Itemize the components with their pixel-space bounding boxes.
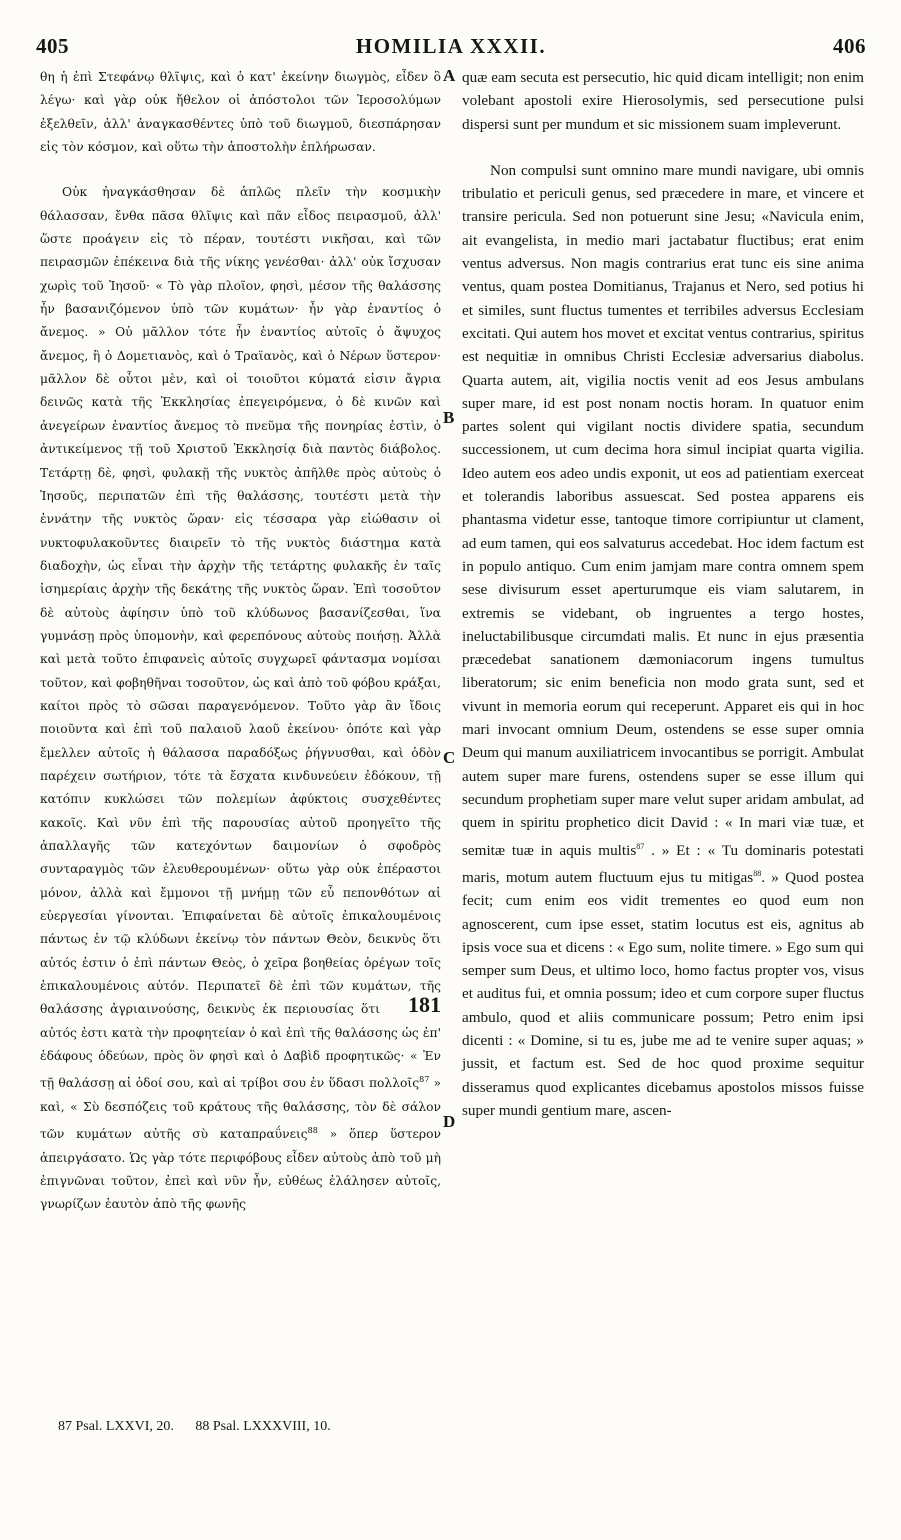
- greek-footnote-ref-88: 88: [307, 1126, 318, 1136]
- greek-text-part-3: » καὶ, « Σὺ δεσπόζεις τοῦ κράτους τῆς θαλάσσης, τὸν δὲ σάλον τῶν κυμάτων αὐτῆς σὺ καταπραΰνεις: [40, 1076, 441, 1142]
- latin-paragraph-1: quæ eam secuta est persecutio, hic quid dicam intelligit; non enim volebant apostoli exire Hierosolymis, sed persecutione pulsi dispersi sunt per mundum et sic missionem suam impleverunt.: [462, 69, 864, 133]
- margin-marker-a: A: [443, 66, 456, 85]
- latin-column: [462, 66, 864, 1122]
- greek-text-part-4: » ὅπερ ὕστερον ἀπειργάσατο. Ὡς γὰρ τότε περιφόβους εἶδεν αὐτοὺς ἀπὸ τοῦ μὴ ἐπιγνῶναι τοῦτον, ἐπεὶ καὶ νῦν ἦν, εὐθέως ἐλάλησεν αὐτοῖς, γνωρίζων ἑαυτὸν ἀπὸ τῆς φωνῆς: [40, 1127, 441, 1212]
- latin-text-end: um mare, ascen-: [571, 1101, 672, 1119]
- page-header: [36, 34, 866, 64]
- greek-paragraph-2: [40, 181, 441, 1216]
- latin-text-part-2: . » Et : « Tu dominaris potestati maris, motum autem fluctuum ejus tu mitigas: [462, 841, 864, 886]
- footnote-87: 87 Psal. LXXVI, 20.: [58, 1419, 174, 1434]
- page-number-left: 405: [36, 34, 69, 58]
- margin-marker-d: D: [443, 1112, 456, 1131]
- margin-marker-b: B: [443, 408, 455, 427]
- greek-text-part-1: Οὐκ ἠναγκάσθησαν δὲ ἁπλῶς πλεῖν τὴν κοσμικὴν θάλασσαν, ἔνθα πᾶσα θλῖψις καὶ πᾶν εἶδος πειρασμοῦ, ἀλλ' ὥστε προάγειν εἰς τὸ πέραν, τουτέστι νικῆσαι, καὶ τῶν πειρασμῶν ἐπέκεινα διὰ τῆς νίκης γενέσθαι· ἀλλ' οὐκ ἴσχυσαν χωρὶς τοῦ Ἰησοῦ· « Τὸ γὰρ πλοῖον, φησὶ, μέσον τῆς θαλάσσης ἦν βασανιζόμενον ὑπὸ τῶν κυμάτων· ἦν γὰρ ἐναντίος ὁ ἄνεμος. » Οὐ μᾶλλον τότε ἦν ἐναντίος αὐτοῖς ὁ ἄψυχος ἄνεμος, ἢ ὁ Δομετιανὸς, καὶ ὁ Τραϊανὸς, καὶ ὁ Νέρων ὕστερον· μᾶλλον δὲ οὗτοι μὲν, καὶ οἱ τοιοῦτοι κύματά εἰσιν ἄγρια δεινῶς κατὰ τῆς Ἐκκλησίας ἐπεγειρόμενα, ὁ δὲ κινῶν καὶ ἀνεγείρων ἐναντίος ἄνεμος τὸ πνεῦμα τῆς πονηρίας ἐστὶν, ὁ ἀντικείμενος τῇ τοῦ Χριστοῦ Ἐκκλησίᾳ διὰ παντὸς διάβολος. Τετάρτῃ δὲ, φησὶ, φυλακῇ τῆς νυκτὸς ἀπῆλθε πρὸς αὐτοὺς ὁ Ἰησοῦς, περιπατῶν ἐπὶ τῆς θαλάσσης, τουτέστι μετὰ τὴν ἐννάτην τῆς νυκτὸς ὥραν· εἰς τέσσαρα γὰρ εἰώθασιν οἱ νυκτοφυλακοῦντες διαιρεῖν τὸ τῆς νυκτὸς διάστημα κατὰ διαδοχὴν, ὡς εἶναι τὴν ἀρχὴν τῆς τετάρτης φυλακῆς ἐν ταῖς ἰσημερίαις ἀρχὴν τῆς δεκάτης τῆς νυκτὸς ὥραν. Ἐπὶ τοσοῦτον δὲ αὐτοὺς ἀφίησιν ὑπὸ τοῦ κλύδωνος βασανίζεσθαι, ἵνα γυμνάσῃ πρὸς ὑπομονὴν, καὶ φερεπόνους αὐτοὺς ποιήσῃ. Ἀλλὰ καὶ μετὰ τοῦτο ἐπιφανεὶς αὐτοῖς συγχωρεῖ φάντασμα νομίσαι τοῦτον, καὶ φοβηθῆναι τοσοῦτον, ὡς καὶ ἀπὸ τοῦ φόβου κράξαι, καίτοι πρὸς τὸ σῶσαι παραγενόμενον. Τοῦτο γὰρ ἂν ἴδοις ποιοῦντα καὶ ἐπὶ τοῦ παλαιοῦ λαοῦ ἐκείνου· ὁπότε καὶ γὰρ ἔμελλεν αὐτοῖς ἡ θάλασσα παραδόξως ῥήγνυσθαι, καὶ ὁδὸν παρέχειν σωτήριον, τότε τὰ ἔσχατα κινδυνεύειν ἐδόκουν, τῇ κατόπιν κυκλώσει τῶν πολεμίων ἀφύκτοις συσχεθέντες κακοῖς. Καὶ νῦν ἐπὶ τῆς παρουσίας αὐτοῦ προηγεῖτο τῆς ἀπαλλαγῆς τῶν κατεχόντων δαιμονίων ὁ σφοδρὸς συνταραγμὸς τῶν ἐλευθερουμένων· οὕτω γὰρ οὐκ ἐπέραστοι μόνον, ἀλλὰ καὶ ἔμμονοι τῇ μνήμῃ τῶν εὖ πεπονθότων αἱ εὐεργεσίαι γίνονται. Ἐπιφαίνεται δὲ αὐτοῖς ἐπικαλουμένοις πάντως ἐν τῷ κλύδωνι ἐκείνῳ τὸν πάντων Θεὸν, δεικνὺς ὅτι αὐτός ἐστιν ὁ ἐπὶ πάντων Θεὸς, ὁ χεῖρα βοηθείας ὀρέγων τοῖς ἐπικαλουμένοις αὐτόν. Περιπατεῖ δὲ ἐπὶ τῶν κυμάτων, τῆς θαλάσσης: [40, 185, 441, 1017]
- greek-column: [40, 66, 441, 1217]
- footnote-88: 88 Psal. LXXXVIII, 10.: [195, 1419, 331, 1434]
- margin-marker-c: C: [443, 748, 456, 767]
- greek-footnote-ref-87: 87: [419, 1075, 430, 1085]
- latin-footnote-ref-87: 87: [636, 841, 645, 851]
- page-number-right: 406: [833, 34, 866, 58]
- latin-footnote-ref-88: 88: [753, 868, 762, 878]
- latin-text-part-1: Non compulsi sunt omnino mare mundi navigare, ubi omnis tribulatio et periculi genus, sed præcedere in mare, et vincere et transire pericula. Sed non potuerunt sine Jesu; «Navicula enim, ait evangelista, in medio mari jactabatur fluctibus; erat enim ventus adversus. Non magis contrarius erat tunc eis sine anima ventus, quam postea Domitianus, Trajanus et Nero, sed potius hi et similes, sunt fluctus tumentes et terribiles adversus Ecclesiam excitati. Qui autem hos movet et excitat ventus contrarius, spiritus est nequitiæ in omnibus Christi Ecclesiæ adversarius diabolus. Quarta autem, ait, vigilia noctis venit ad eos Jesus ambulans super mare, id est post nonam noctis horam. In quatuor enim partes solent qui vigilant noctis dividere spatia, secundum successionem, ut cum decima hora simul incipiat quarta vigilia. Ideo autem eos adeo undis exponit, ut eos ad patientiam exerceat et tolerandis laboribus assuescat. Sed postea apparens eis phantasma videtur esse, tantoque timore corripiuntur ut clament, ad eum tamen, qui eos salvaturus accedebat. Hoc idem factum est in populo antiquo. Cum enim jamjam mare contra omnem spem sese divisurum esset aperturumque eis viam salutarem, in extremis se videbant, ob ingruentes a tergo hostes, ineluctabilibusque circumdati malis. Et nunc in ejus præsentia præcedebat sanationem dæmoniacorum ingens tumultus liberatorum; sic enim beneficia non modo grata sunt, sed et vivunt in memoria eorum qui receperunt. Apparet eis qui in hoc mari invocant omnium Deum, ostendens se esse super omnia Deum qui manum auxiliatricem invocantibus se porrigit. Ambulat autem super mare furens, ostendens super se esse illum qui secundum prophetiam super mare velut super aridam ambulat, ad quem in spiritu prophetico dicit David : « In mari viæ tuæ, et semitæ tuæ in aquis multis: [462, 161, 864, 859]
- running-title: HOMILIA XXXII.: [355, 34, 547, 58]
- latin-paragraph-2: [462, 159, 864, 1122]
- greek-paragraph-1: θη ἡ ἐπὶ Στεφάνῳ θλῖψις, καὶ ὁ κατ' ἐκείνην διωγμὸς, εἶδεν ὃ λέγω· καὶ γὰρ οὐκ ἤθελον οἱ ἀπόστολοι τῶν Ἱεροσολύμων ἐξελθεῖν, ἀλλ' ἀναγκασθέντες ὑπὸ τοῦ διωγμοῦ, διεσπάρησαν εἰς τὸν κόσμον, καὶ οὕτω τὴν ἀποστολὴν ἐπλήρωσαν.: [40, 70, 441, 155]
- greek-text-part-2: ἀγριαινούσης, δεικνὺς ἐκ περιουσίας ὅτι αὐτός ἐστι κατὰ τὴν προφητείαν ὁ καὶ ἐπὶ τῆς θαλάσσης ὡς ἐπ' ἐδάφους ὁδεύων, πρὸς ὃν φησὶ καὶ ὁ Δαβὶδ προφητικῶς· « Ἐν τῇ θαλάσσῃ αἱ ὁδοί σου, καὶ αἱ τρίβοι σου ἐν ὕδασι πολλοῖς: [40, 1002, 441, 1091]
- footnotes: [58, 1419, 349, 1435]
- column-number-181: 181: [408, 992, 441, 1018]
- latin-text-part-3: . » Quod postea fecit; cum enim eos vidit trementes eo quod eum non agnoscerent, cum ipse esset, statim locutus est eis, agnitus ab ipsis voce sua et dicens : « Ego sum, nolite timere. » Ego sum qui semper sum Deus, et ultimo loco, homo factus propter vos, visus et auditus fui, et omnia possum; ideo et cum corpore super fluctus ambulo, quod et aliis communicare possum; Petro enim ipsi dicenti : « Domine, si tu es, jube me ad te venire super aquas; » jussit, et factum est. Sed de hoc quod proxime sequitur disseramus quod explicantes dicebamus apostolos missos fuisse super mundi genti: [462, 868, 864, 1119]
